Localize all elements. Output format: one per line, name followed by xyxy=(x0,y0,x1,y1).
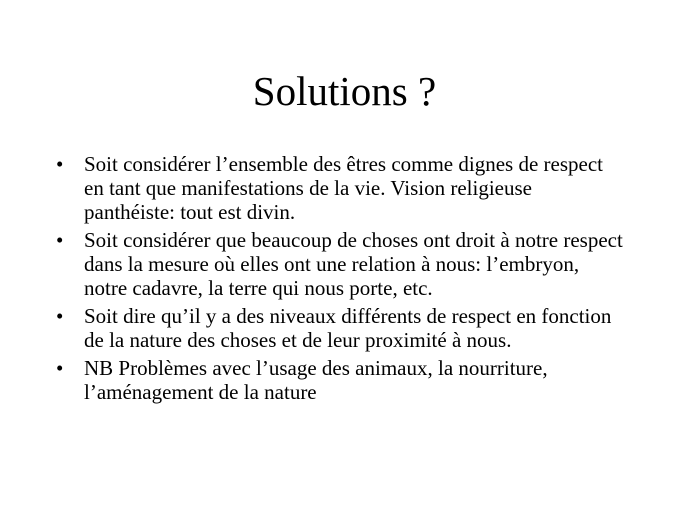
bullet-text: Soit considérer l’ensemble des êtres comme dignes de respect en tant que manifestations de la vie. Vision religieuse panthéiste: tout est divin. xyxy=(84,152,603,224)
bullet-text: Soit dire qu’il y a des niveaux différents de respect en fonction de la nature des choses et de leur proximité à nous. xyxy=(84,304,612,352)
bullet-item xyxy=(56,228,626,300)
bullet-list xyxy=(56,152,626,408)
bullet-dot-icon: • xyxy=(56,152,64,176)
bullet-item xyxy=(56,152,626,224)
bullet-dot-icon: • xyxy=(56,228,64,252)
bullet-item xyxy=(56,356,626,404)
bullet-dot-icon: • xyxy=(56,356,64,380)
slide-title: Solutions ? xyxy=(252,68,437,114)
bullet-item xyxy=(56,304,626,352)
bullet-text: Soit considérer que beaucoup de choses ont droit à notre respect dans la mesure où elles ont une relation à nous: l’embryon, notre cadavre, la terre qui nous porte, etc. xyxy=(84,228,623,300)
bullet-text: NB Problèmes avec l’usage des animaux, la nourriture, l’aménagement de la nature xyxy=(84,356,548,404)
bullet-dot-icon: • xyxy=(56,304,64,328)
